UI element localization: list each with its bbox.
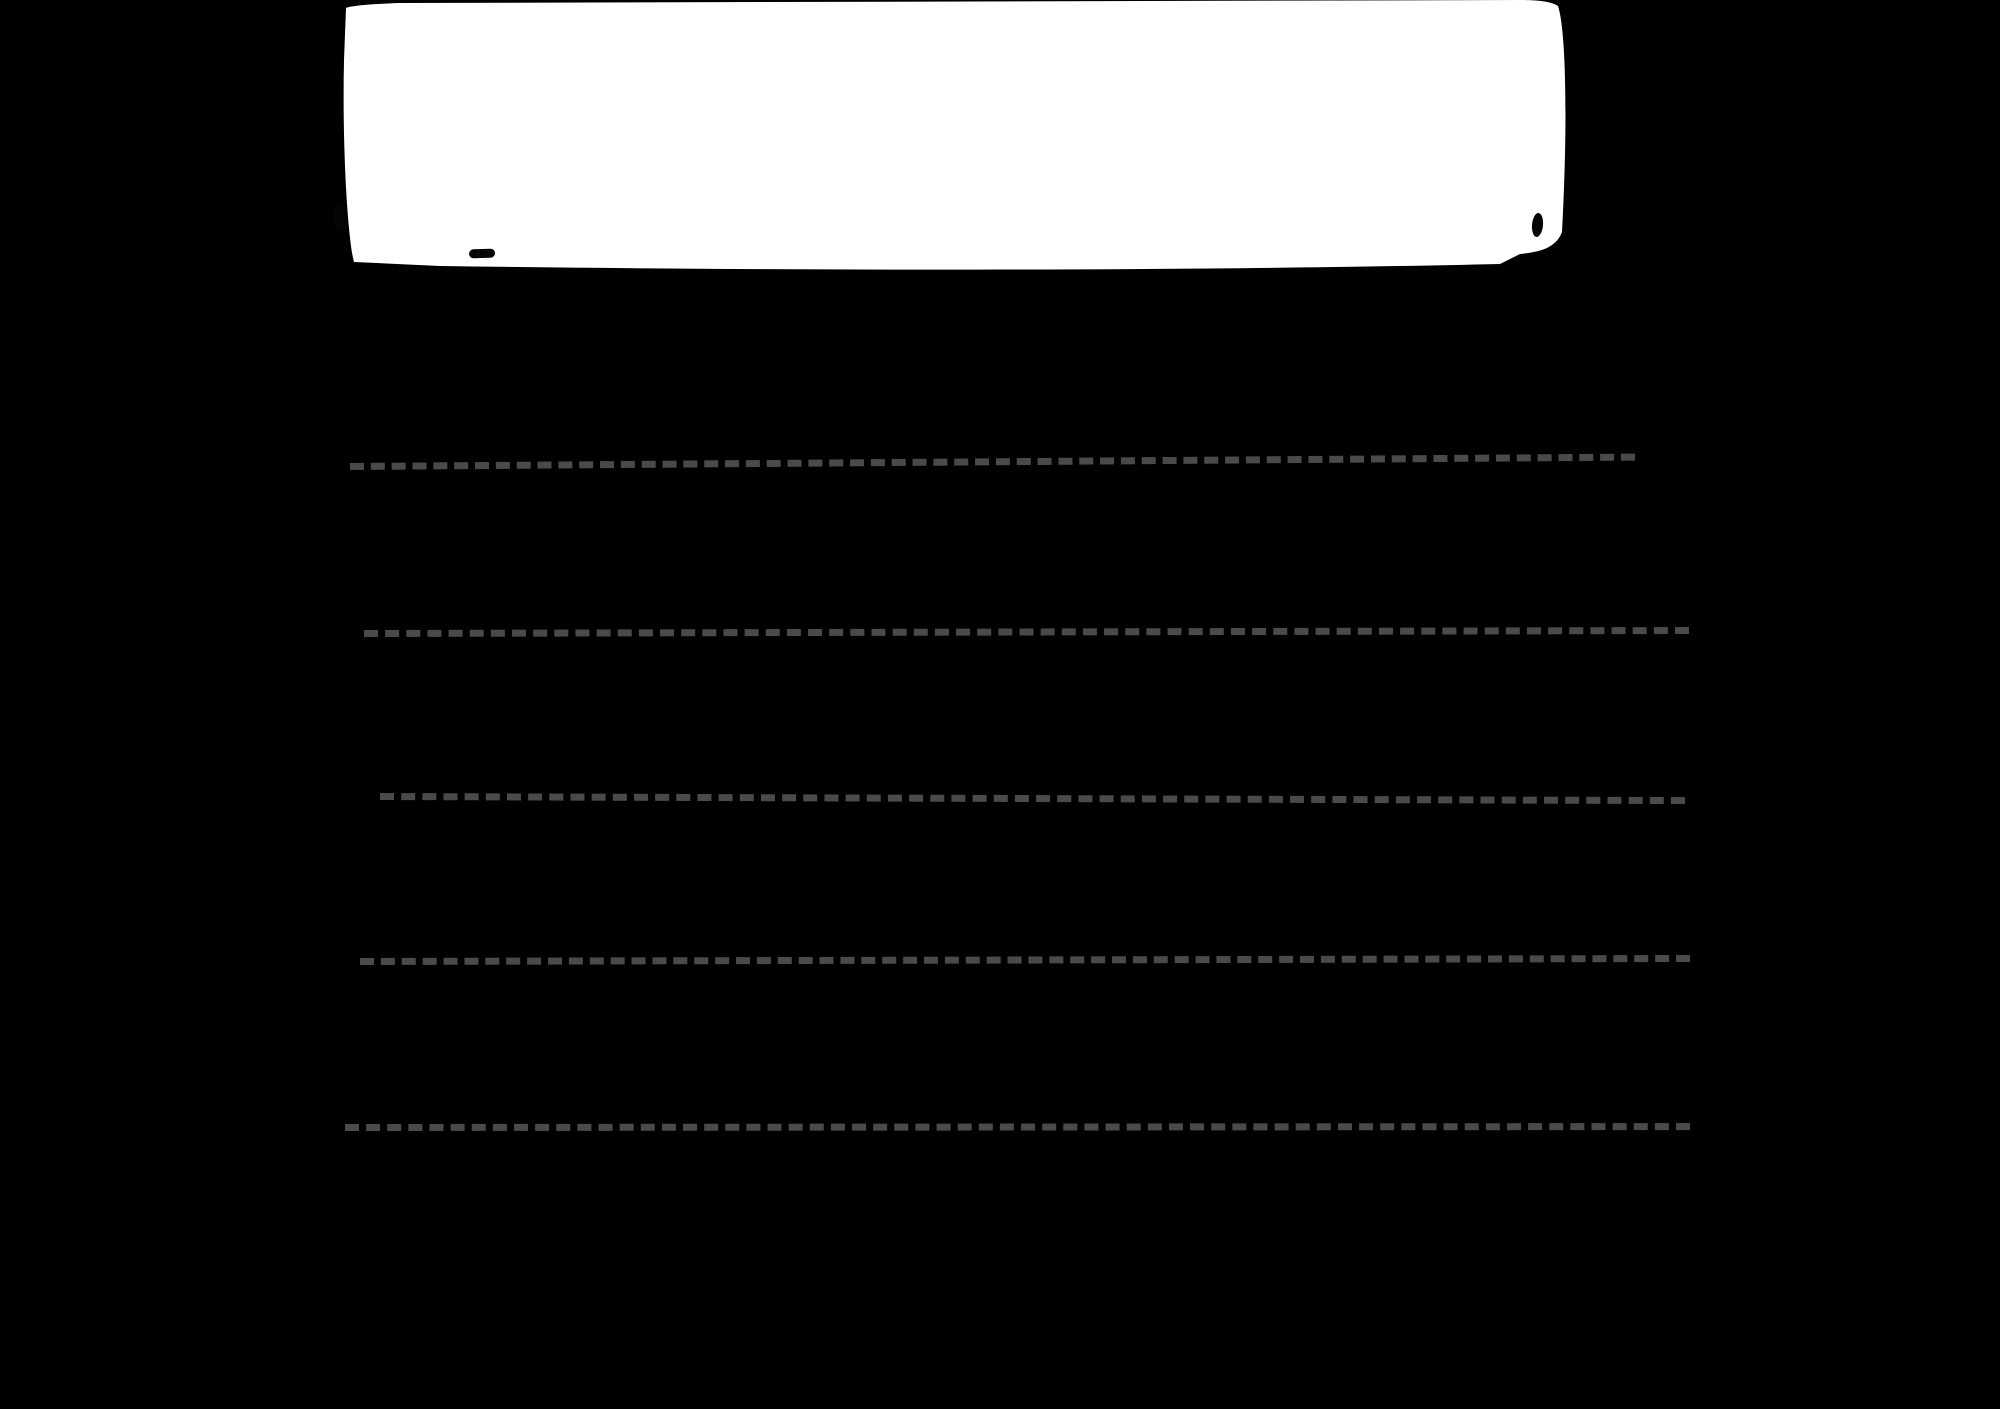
white-curved-panel [340,0,1570,280]
dashed-rule-2 [364,627,1689,637]
dashed-rule-4 [360,955,1690,965]
white-curved-panel-shape [340,0,1570,280]
dashed-rule-3 [380,793,1685,804]
dashed-rule-1 [350,454,1635,470]
dashed-rule-5 [345,1123,1690,1131]
panel-bottom-mark-icon [469,249,495,259]
